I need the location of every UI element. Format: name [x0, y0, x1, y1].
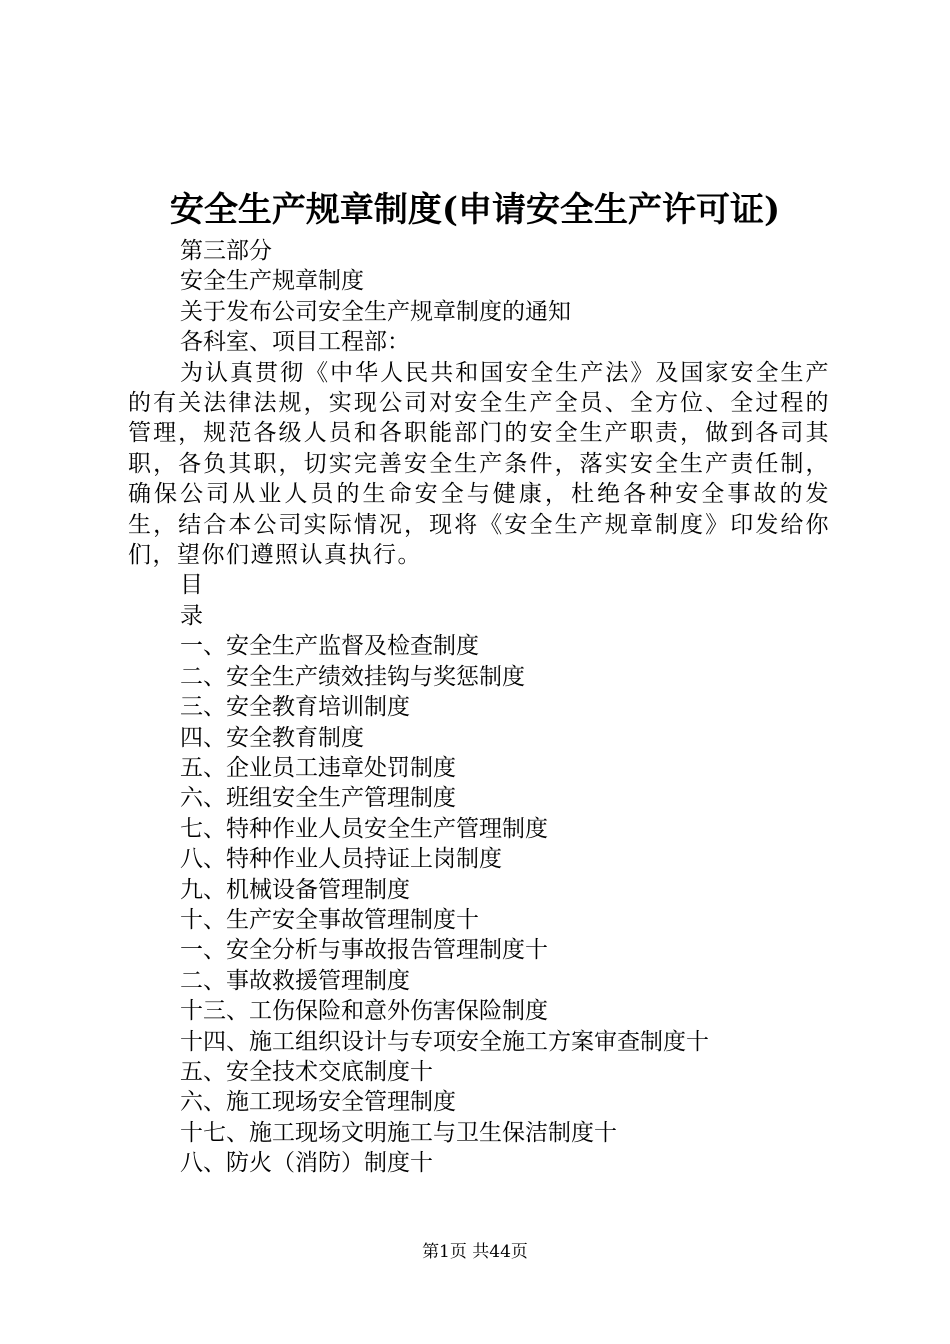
toc-item: 一、安全生产监督及检查制度 [180, 633, 479, 660]
toc-item: 二、安全生产绩效挂钩与奖惩制度 [180, 663, 525, 690]
toc-item: 十四、施工组织设计与专项安全施工方案审查制度十 [180, 1028, 709, 1055]
toc-item: 五、企业员工违章处罚制度 [180, 754, 456, 781]
toc-item: 八、防火（消防）制度十 [180, 1150, 433, 1177]
intro-line-recipients: 各科室、项目工程部： [180, 329, 410, 356]
table-of-contents [128, 631, 830, 1178]
intro-line-subject: 安全生产规章制度 [180, 268, 364, 295]
toc-heading-line-1: 目 [180, 572, 203, 599]
toc-item: 九、机械设备管理制度 [180, 876, 410, 903]
toc-item: 十三、工伤保险和意外伤害保险制度 [180, 998, 548, 1025]
page-number-footer: 第1页 共44页 [422, 1242, 528, 1262]
toc-item: 六、施工现场安全管理制度 [180, 1089, 456, 1116]
toc-item: 一、安全分析与事故报告管理制度十 [180, 937, 548, 964]
toc-item: 十七、施工现场文明施工与卫生保洁制度十 [180, 1119, 617, 1146]
toc-item: 四、安全教育制度 [180, 724, 364, 751]
notice-body-paragraph: 为认真贯彻《中华人民共和国安全生产法》及国家安全生产的有关法律法规，实现公司对安全生产全员、全方位、全过程的管理，规范各级人员和各职能部门的安全生产职责，做到各司其职，各负其职，切实完善安全生产条件，落实安全生产责任制，确保公司从业人员的生命安全与健康，杜绝各种安全事故的发生，结合本公司实际情况，现将《安全生产规章制度》印发给你们，望你们遵照认真执行。 [128, 359, 830, 569]
intro-line-notice-title: 关于发布公司安全生产规章制度的通知 [180, 298, 571, 325]
toc-item: 三、安全教育培训制度 [180, 694, 410, 721]
document-title: 安全生产规章制度(申请安全生产许可证) [169, 190, 781, 230]
toc-item: 二、事故救援管理制度 [180, 967, 410, 994]
toc-item: 六、班组安全生产管理制度 [180, 785, 456, 812]
toc-item: 八、特种作业人员持证上岗制度 [180, 846, 502, 873]
toc-item: 十、生产安全事故管理制度十 [180, 906, 479, 933]
toc-heading-line-2: 录 [180, 602, 203, 629]
intro-line-part: 第三部分 [180, 238, 272, 264]
toc-item: 七、特种作业人员安全生产管理制度 [180, 815, 548, 842]
document-content [128, 236, 830, 1179]
toc-item: 五、安全技术交底制度十 [180, 1058, 433, 1085]
